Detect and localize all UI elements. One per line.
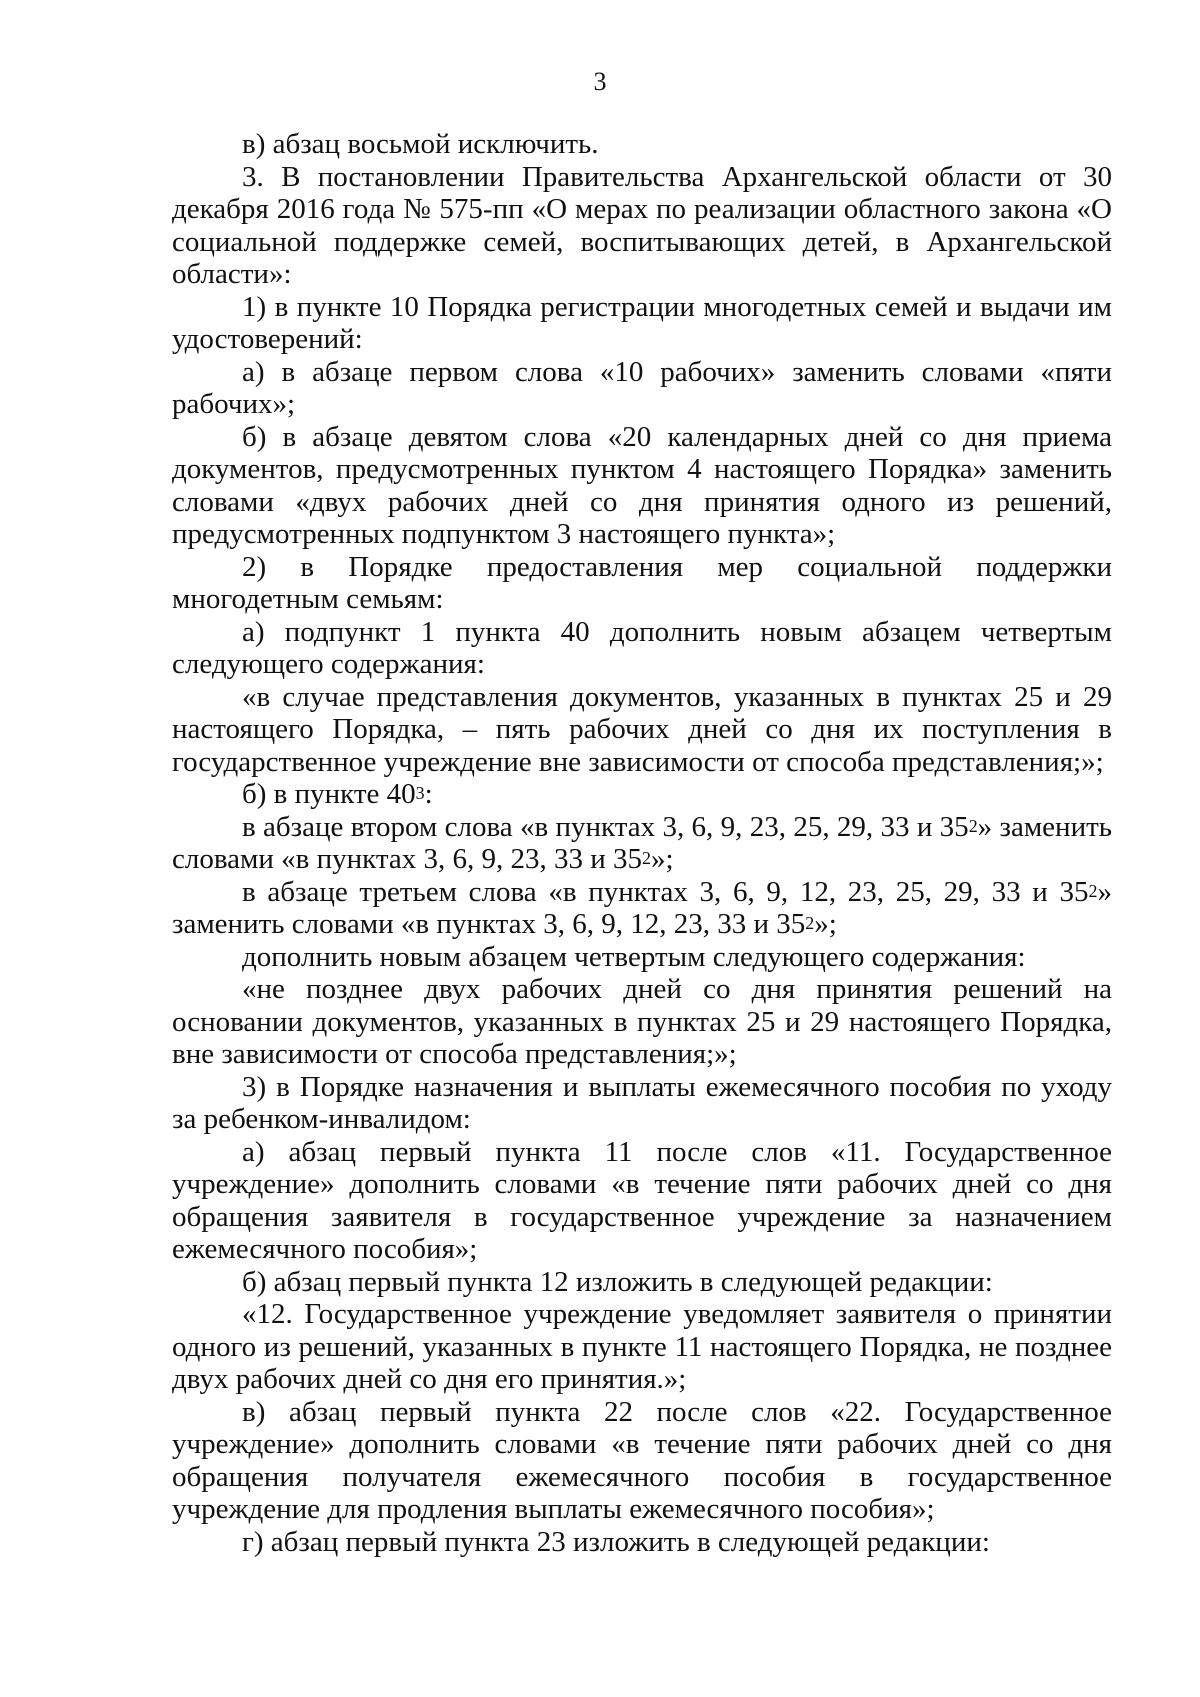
paragraph — [172, 1136, 1112, 1266]
superscript: 2 — [642, 848, 651, 869]
paragraph — [172, 1266, 1112, 1299]
superscript: 2 — [968, 815, 978, 836]
paragraph — [172, 356, 1112, 421]
text-run: в) абзац восьмой исключить. — [242, 128, 599, 160]
text-run: «12. Государственное учреждение уведомляет заявителя о принятии одного из решений, указанных в пункте 11 настоящего Порядка, не позднее двух рабочих дней со дня его принятия.»; — [172, 1298, 1112, 1395]
text-run: «в случае представления документов, указанных в пунктах 25 и 29 настоящего Порядка, – пять рабочих дней со дня их поступления в государственное учреждение вне зависимости от способа представления;»; — [172, 680, 1112, 778]
superscript: 2 — [1088, 880, 1098, 901]
paragraph — [172, 1526, 1112, 1559]
text-run: 1) в пункте 10 Порядка регистрации многодетных семей и выдачи им удостоверений: — [172, 290, 1112, 355]
superscript: 2 — [805, 913, 815, 934]
superscript: 3 — [415, 783, 425, 804]
paragraph — [172, 681, 1112, 779]
paragraph — [172, 811, 1112, 876]
text-run: «не позднее двух рабочих дней со дня принятия решений на основании документов, указанных в пунктах 25 и 29 настоящего Порядка, вне зависимости от способа представления;»; — [172, 973, 1112, 1070]
text-run: 3. В постановлении Правительства Архангельской области от 30 декабря 2016 года № 575-пп «О мерах по реализации областного закона «О социальной поддержке семей, воспитывающих детей, в Архангельской области»: — [172, 160, 1112, 290]
text-run: б) в абзаце девятом слова «20 календарных дней со дня приема документов, предусмотренных пунктом 4 настоящего Порядка» заменить словами «двух рабочих дней со дня принятия одного из решений, предусмотренных подпунктом 3 настоящего пункта»; — [172, 420, 1112, 550]
document-body — [172, 128, 1112, 1558]
text-run: г) абзац первый пункта 23 изложить в следующей редакции: — [242, 1525, 990, 1558]
text-run: а) подпункт 1 пункта 40 дополнить новым абзацем четвертым следующего содержания: — [172, 615, 1112, 680]
paragraph — [172, 291, 1112, 356]
paragraph — [172, 1071, 1112, 1136]
paragraph — [172, 161, 1112, 291]
text-run: 2) в Порядке предоставления мер социальной поддержки многодетным семьям: — [172, 550, 1112, 615]
text-run: в) абзац первый пункта 22 после слов «22. Государственное учреждение» дополнить словами «в течение пяти рабочих дней со дня обращения получателя ежемесячного пособия в государственное учреждение для продления выплаты ежемесячного пособия»; — [172, 1395, 1112, 1525]
text-run: б) в пункте 40 — [242, 778, 416, 810]
text-run: а) в абзаце первом слова «10 рабочих» заменить словами «пяти рабочих»; — [172, 355, 1112, 420]
paragraph — [172, 421, 1112, 551]
paragraph — [172, 1396, 1112, 1526]
paragraph — [172, 778, 1112, 811]
page-number: 3 — [593, 67, 607, 96]
text-run: 3) в Порядке назначения и выплаты ежемесячного пособия по уходу за ребенком-инвалидом: — [172, 1070, 1112, 1135]
paragraph — [172, 973, 1112, 1071]
paragraph — [172, 128, 1112, 161]
text-run: а) абзац первый пункта 11 после слов «11. Государственное учреждение» дополнить словами «в течение пяти рабочих дней со дня обращения заявителя в государственное учреждение за назначением ежемесячного пособия»; — [172, 1135, 1112, 1265]
text-run: дополнить новым абзацем четвертым следующего содержания: — [242, 940, 1026, 973]
text-run: » заменить словами «в пунктах 3, 6, 9, 23, 33 и 35 — [172, 810, 1112, 875]
paragraph — [172, 551, 1112, 616]
text-run: : — [424, 778, 433, 810]
paragraph — [172, 876, 1112, 941]
paragraph — [172, 941, 1112, 974]
text-run: в абзаце третьем слова «в пунктах 3, 6, 9, 12, 23, 25, 29, 33 и 35 — [242, 875, 1089, 908]
text-run: в абзаце втором слова «в пунктах 3, 6, 9, 23, 25, 29, 33 и 35 — [242, 810, 969, 843]
text-run: »; — [651, 843, 674, 875]
paragraph — [172, 1298, 1112, 1396]
text-run: б) абзац первый пункта 12 изложить в следующей редакции: — [242, 1265, 993, 1298]
text-run: »; — [814, 908, 837, 940]
paragraph — [172, 616, 1112, 681]
text-run: » заменить словами «в пунктах 3, 6, 9, 12, 23, 33 и 35 — [172, 875, 1112, 940]
